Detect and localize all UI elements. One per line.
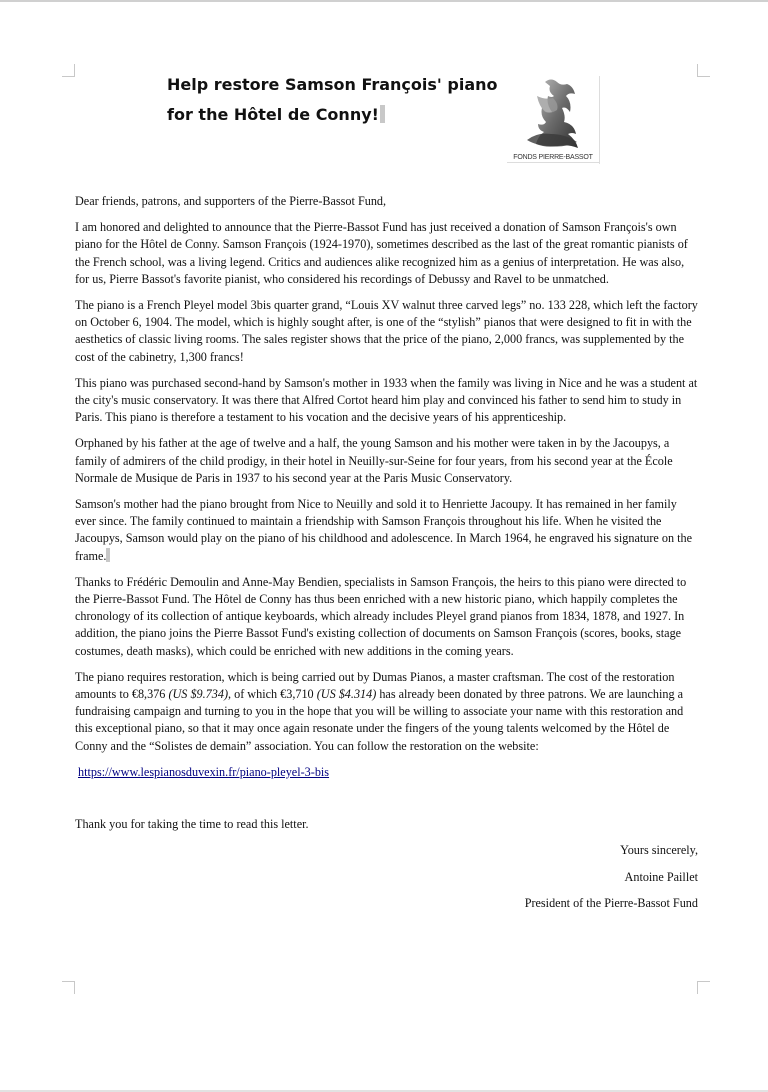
document-title[interactable]	[167, 70, 507, 130]
restoration-text-1: The piano requires restoration, which is being carried out by Dumas Pianos, a master craftsman. The cost of the restoration amounts to €8,376	[75, 669, 675, 702]
signer-name: Antoine Paillet	[624, 869, 698, 884]
paragraph-jacoupys: Orphaned by his father at the age of twelve and a half, the young Samson and his mother were taken in by the Jacoupys, a family of admirers of the child prodigy, in their hotel in Neuilly-sur-Seine for four years, from his second year at the École Normale de Musique de Paris in 1937 to his second year at the Paris Music Conservatory.	[75, 436, 673, 485]
corner-mark-top-left	[62, 64, 75, 77]
restoration-text-3: has already been donated by three patrons. We are launching a fundraising campaign and turning to you in the hope that you will be willing to associate your name with this restoration and this exceptional piano, so that it may once again resonate under the fingers of the young talents welcomed by the Hôtel de Conny and the “Solistes de demain” association. You can follow the restoration on the website:	[75, 687, 684, 753]
title-line-2	[167, 100, 507, 130]
signer-title: President of the Pierre-Bassot Fund	[524, 895, 698, 910]
paragraph-heirs: Thanks to Frédéric Demoulin and Anne-May Bendien, specialists in Samson François, the heirs to this piano were directed to the Pierre-Bassot Fund. The Hôtel de Conny has thus been enriched with a new historic piano, which happily completes the chronology of its collection of antique keyboards, which already includes Pleyel grand pianos from 1834, 1878, and 1927. In addition, the piano joins the Pierre Bassot Fund's existing collection of documents on Samson François (scores, books, stage costumes, death masks), which could be enriched with new additions in the coming years.	[75, 574, 687, 658]
usd-donated: (US $4.314)	[316, 687, 377, 702]
salutation: Dear friends, patrons, and supporters of the Pierre-Bassot Fund,	[75, 194, 387, 208]
restoration-website-link[interactable]: https://www.lespianosduvexin.fr/piano-pleyel-3-bis	[78, 764, 330, 779]
title-line-2-text: for the Hôtel de Conny!	[167, 105, 379, 124]
usd-total: (US $9.734)	[168, 687, 229, 702]
fund-logo	[507, 76, 600, 164]
paragraph-purchase: This piano was purchased second-hand by Samson's mother in 1933 when the family was living in Nice and he was a student at the city's music conservatory. It was there that Alfred Cortot heard him play and convinced his father to send him to study in Paris. This piano is therefore a testament to his vocation and the decisive years of his apprenticeship.	[75, 375, 698, 425]
paragraph-signature-text: Samson's mother had the piano brought from Nice to Neuilly and sold it to Henriette Jacoupy. It has remained in her family ever since. The family continued to maintain a friendship with Samson François throughout his life. When he visited the Jacoupys, Samson would play on the piano of his childhood and adolescence. In March 1964, he engraved his signature on the frame.	[75, 497, 693, 563]
selection-marker	[106, 548, 110, 562]
restoration-text-2: , of which €3,710	[228, 687, 317, 702]
paragraph-piano-model: The piano is a French Pleyel model 3bis quarter grand, “Louis XV walnut three carved legs” no. 133 228, which left the factory on October 6, 1904. The model, which is highly sought after, is one of the “stylish” pianos that were designed to fit in with the aesthetics of classic living rooms. The sales register shows that the price of the piano, 2,000 francs, was supplemented by the cost of the cabinetry, 1,300 francs!	[75, 298, 698, 364]
paragraph-signature	[75, 496, 698, 565]
link-paragraph	[75, 764, 698, 781]
corner-mark-bottom-right	[697, 981, 710, 994]
paragraph-restoration	[75, 669, 698, 755]
closing: Yours sincerely,	[620, 843, 698, 858]
text-cursor	[380, 105, 385, 123]
corner-mark-bottom-left	[62, 981, 75, 994]
title-line-1: Help restore Samson François' piano	[167, 75, 498, 94]
sculpture-logo-icon	[515, 76, 591, 154]
page-top-edge	[0, 0, 768, 2]
thanks-line: Thank you for taking the time to read this letter.	[75, 817, 309, 832]
letter-body[interactable]	[75, 193, 698, 921]
paragraph-donation: I am honored and delighted to announce that the Pierre-Bassot Fund has just received a donation of Samson François's own piano for the Hôtel de Conny. Samson François (1924-1970), sometimes described as the last of the great romantic pianists of the French school, was a living legend. Critics and audiences alike recognized him as a genius of interpretation. He was also, for us, Pierre Bassot's favorite pianist, who considered his recordings of Debussy and Ravel to be unmatched.	[75, 220, 688, 286]
logo-caption: FONDS PIERRE-BASSOT	[507, 154, 599, 163]
corner-mark-top-right	[697, 64, 710, 77]
